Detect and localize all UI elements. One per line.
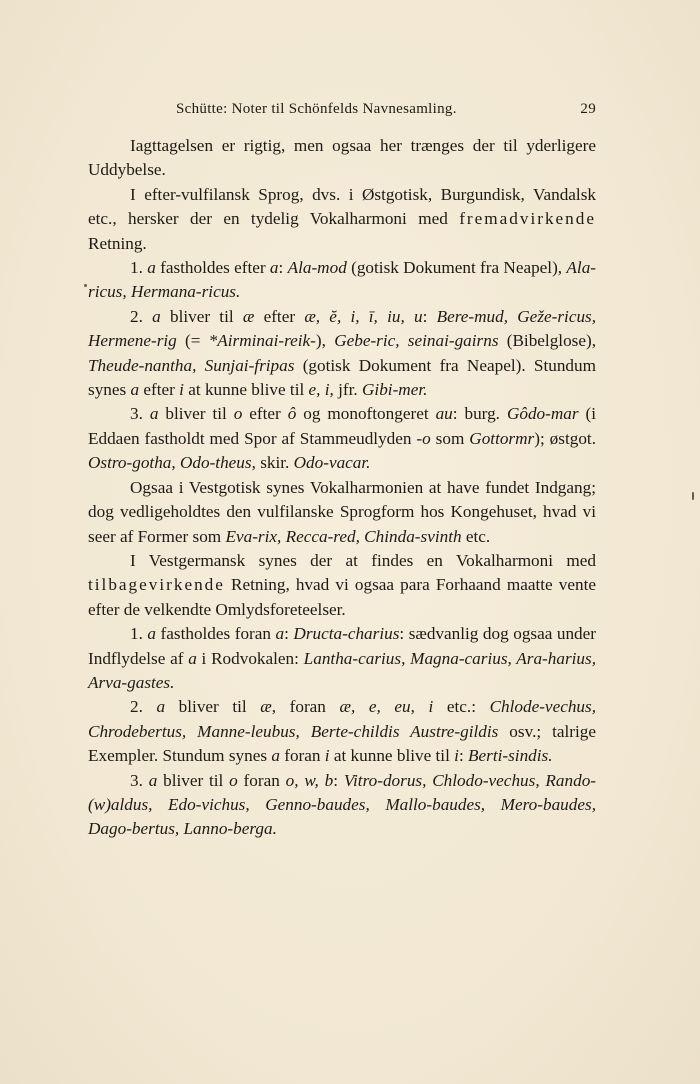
italic-term: Ala-mod [287,258,347,278]
italic-term: Chlode-vechus, Chrodebertus, Manne-leubus, Berte-childis Austre-gildis [88,697,596,741]
italic-term: o [233,404,243,424]
text-run: jfr. [333,380,363,400]
italic-term: Theude-nantha, Sunjai-fripas [88,355,295,375]
italic-term: au [435,404,453,424]
text-run: (Bibelglose), [498,331,597,351]
text-run: : [333,770,344,790]
italic-term: æ, ĕ, i, ī, iu, u [304,306,423,326]
italic-term: æ, e, eu, i [339,697,434,717]
text-run: 3. [130,770,149,790]
italic-term: Dructa-charius [293,624,400,644]
text-run: I Vestgermansk synes der at findes en Vokalharmoni med [130,550,596,570]
text-run: 2. [130,306,153,326]
italic-term: ô [287,404,297,424]
text-run: I efter-vulfilansk Sprog, dvs. i Østgotisk, Burgundisk, Vandalsk etc., hersker der en tydelig Vokalharmoni med [88,184,596,229]
text-run: Ogsaa i Vestgotisk synes Vokalharmonien at have fundet Indgang; dog vedligeholdtes den vulfilanske Sprogform hos Kongehuset, hvad vi seer af Former som [88,477,596,546]
text-run: : sædvanlig dog ogsaa under Indflydelse af [88,624,597,668]
paragraph [88,476,596,549]
text-run: foran [237,770,286,790]
italic-term: Gôdo-mar [506,404,579,424]
text-run: at kunne blive til [183,380,309,400]
text-run: : burg. [452,404,507,424]
text-run: fastholdes foran [156,624,276,644]
text-run: : [278,258,288,278]
text-run: og monoftongeret [296,404,436,424]
text-run: etc.: [433,697,490,717]
text-run: : [284,624,294,644]
text-run: som [430,428,470,448]
text-run: bliver til [160,306,243,326]
italic-term: a [275,624,285,644]
text-run: ), [315,331,335,351]
text-run: (= [176,331,209,351]
italic-term: Lantha-carius, Magna-carius, Ara-harius, Arva-gastes. [88,648,596,692]
italic-term: a [188,648,197,668]
text-run: (i Eddaen fastholdt med Spor af Stammeudlyden [88,404,597,448]
paragraph [88,134,596,183]
text-run: 1. [130,624,148,644]
italic-term: i [179,380,184,400]
paragraph [88,305,596,403]
body-text [88,134,596,842]
page-number: 29 [580,101,596,117]
italic-term: Odo-vacar. [293,453,371,473]
text-run: etc. [461,526,491,546]
text-run: i Rodvokalen: [196,648,304,668]
text-run: foran [279,746,325,766]
text-run: bliver til [157,770,230,790]
italic-term: i [324,746,330,766]
italic-term: a [269,258,279,278]
italic-term: *Airminai-reik- [208,331,316,351]
text-run: , foran [271,697,340,717]
text-run: efter [242,404,288,424]
text-run: 2. [130,697,157,717]
text-run: Retning. [88,233,147,253]
italic-term: Berti-sindis. [468,746,553,766]
italic-term: i [454,746,459,766]
spaced-emphasis: fremadvirkende [459,209,596,229]
text-run: bliver til [165,697,261,717]
text-run: (gotisk Dokument fra Neapel), [346,258,567,278]
text-run: Iagttagelsen er rigtig, men ogsaa her trænges der til yderligere Uddybelse. [88,136,596,180]
italic-term: Gibi-mer. [362,380,428,400]
italic-term: a [156,697,166,717]
text-run: 1. [130,258,148,278]
text-run: skir. [255,453,294,473]
italic-term: Gottormr [469,428,535,448]
text-run: efter [139,380,180,400]
italic-term: æ [260,697,272,717]
text-run: 3. [130,404,150,424]
text-run: : [458,746,469,766]
paragraph [88,256,596,305]
italic-term: a [149,404,159,424]
italic-term: a [152,306,161,326]
text-run: (gotisk Dokument fra Neapel). Stundum synes [88,355,596,400]
print-speck [84,284,87,287]
italic-term: Ostro-gotha, Odo-theus, [88,453,256,473]
italic-term: Bere-mud, Geže-ricus, Hermene-rig [88,306,597,351]
italic-term: -o [416,428,431,448]
header-title: Schütte: Noter til Schönfelds Navnesamling. [176,101,457,117]
paragraph [88,622,596,695]
text-run: osv.; talrige Exempler. Stundum synes [88,721,597,766]
italic-term: Eva-rix, Recca-red, Chinda-svinth [225,526,462,546]
text-run: ); østgot. [534,428,596,448]
italic-term: a [147,624,157,644]
paper-mark [692,492,694,500]
text-run: Retning, hvad vi ogsaa para Forhaand maatte vente efter de velkendte Omlydsforeteelser. [88,575,596,619]
italic-term: a [271,746,280,766]
text-run: bliver til [158,404,234,424]
spaced-emphasis: tilbagevirkende [88,575,225,595]
italic-term: o, w, b [285,770,334,790]
italic-term: Vitro-dorus, Chlodo-vechus, Rando-(w)aldus, Edo-vichus, Genno-baudes, Mallo-baudes, Mero-baudes, Dago-bertus, Lanno-berga. [88,770,597,839]
italic-term: a [148,770,158,790]
paragraph [88,695,596,768]
text-run: efter [254,306,305,326]
italic-term: æ [242,306,255,326]
paragraph [88,402,596,475]
italic-term: Gebe-ric, seinai-gairns [334,331,499,351]
text-run: at kunne blive til [329,746,455,766]
italic-term: e, i, [308,380,334,400]
paragraph [88,549,596,622]
paragraph [88,183,596,256]
italic-term: o [229,770,238,790]
italic-term: a [147,258,156,278]
italic-term: a [130,380,140,400]
text-run: : [422,306,437,326]
text-run: fastholdes efter [155,258,270,278]
running-header [88,101,596,125]
paragraph [88,769,596,842]
italic-term: Ala-ricus, Hermana-ricus. [88,258,597,302]
